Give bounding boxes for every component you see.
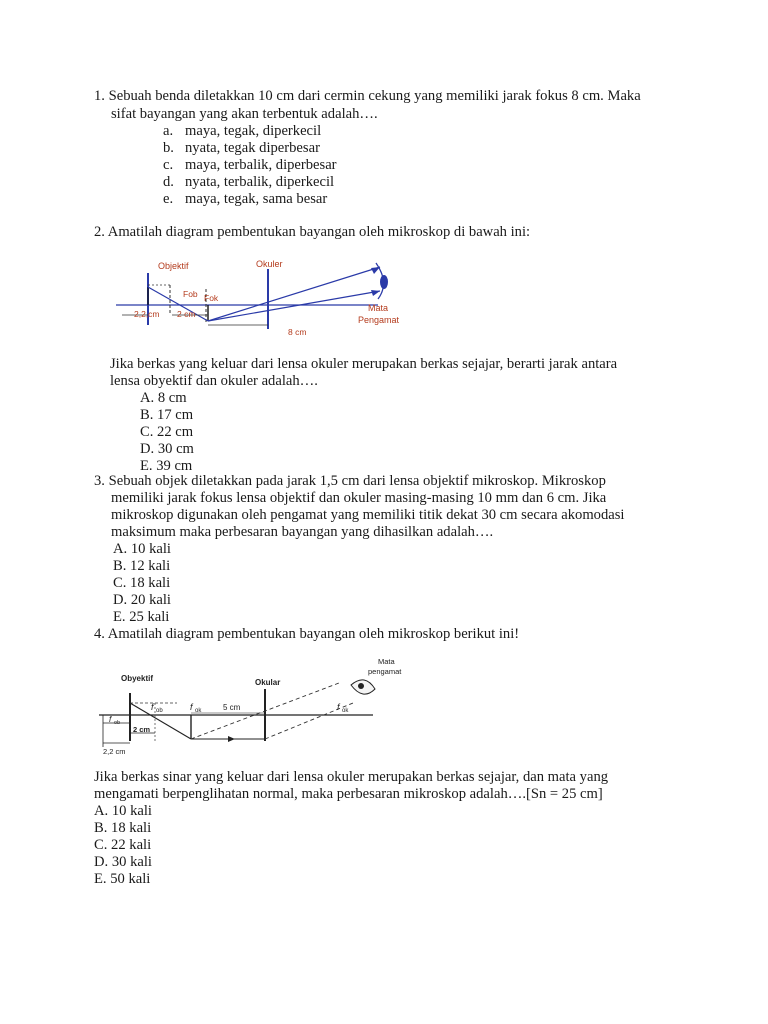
q4-option-a: A. 10 kali	[94, 803, 152, 819]
q4-label-pengamat: pengamat	[368, 667, 402, 676]
q4-label-mata: Mata	[378, 657, 395, 666]
q4-label-fob-left: f	[109, 715, 112, 724]
q2-label-22cm: 2,2,cm	[134, 309, 160, 319]
q1-option-a-letter: a.	[163, 123, 174, 139]
q3-stem-line-4: maksimum maka perbesaran bayangan yang dihasilkan adalah….	[111, 524, 494, 540]
q2-option-a: A. 8 cm	[140, 390, 187, 406]
q1-option-d-letter: d.	[163, 174, 174, 190]
q2-stem-line-3: lensa obyektif dan okuler adalah….	[110, 373, 318, 389]
q2-label-okuler: Okuler	[256, 259, 283, 269]
q2-option-e: E. 39 cm	[140, 458, 193, 474]
q4-option-c: C. 22 kali	[94, 837, 152, 853]
q3-option-c: C. 18 kali	[113, 575, 171, 591]
q2-label-objektif: Objektif	[158, 261, 189, 271]
q4-option-d: D. 30 kali	[94, 854, 152, 870]
q2-eye-pupil	[380, 275, 388, 289]
q4-label-obyektif: Obyektif	[121, 674, 154, 683]
q4-stem-line-1: 4. Amatilah diagram pembentukan bayangan oleh mikroskop berikut ini!	[94, 626, 520, 642]
q4-label-fok-sub: ok	[195, 708, 202, 714]
q4-label-fok-2: f	[337, 702, 340, 712]
q3-option-b: B. 12 kali	[113, 558, 171, 574]
q2-ray-2	[208, 267, 380, 321]
q4-microscope-diagram	[95, 655, 402, 758]
q1-option-b-text: nyata, tegak diperbesar	[185, 140, 320, 156]
q1-option-a-text: maya, tegak, diperkecil	[185, 123, 322, 139]
q4-label-22cm: 2,2 cm	[103, 747, 126, 756]
q2-stem-line-2: Jika berkas yang keluar dari lensa okuler merupakan berkas sejajar, berarti jarak antara	[110, 356, 618, 372]
q3-option-e: E. 25 kali	[113, 609, 170, 625]
q4-label-5cm: 5 cm	[223, 703, 241, 712]
q4-label-2cm: 2 cm	[133, 725, 151, 734]
q3-option-a: A. 10 kali	[113, 541, 171, 557]
q2-label-2cm: 2 cm	[177, 309, 196, 319]
q3-option-d: D. 20 kali	[113, 592, 171, 608]
q3-stem-line-2: memiliki jarak fokus lensa objektif dan okuler masing-masing 10 mm dan 6 cm. Jika	[111, 490, 607, 506]
q4-ray-arrowhead	[228, 736, 235, 742]
q4-option-b: B. 18 kali	[94, 820, 152, 836]
q4-option-e: E. 50 kali	[94, 871, 151, 887]
q4-label-fob: f	[151, 702, 154, 712]
q1-option-d-text: nyata, terbalik, diperkecil	[185, 174, 335, 190]
q1-option-c-text: maya, terbalik, diperbesar	[185, 157, 337, 173]
q4-eye-pupil	[358, 683, 364, 689]
q2-microscope-diagram	[110, 255, 410, 345]
q2-label-fok: Fok	[204, 293, 219, 303]
q4-label-fok-2-sub: ok	[342, 708, 349, 714]
q4-label-okular: Okular	[255, 678, 281, 687]
q1-stem-line-1: 1. Sebuah benda diletakkan 10 cm dari cermin cekung yang memiliki jarak fokus 8 cm. Maka	[94, 88, 641, 104]
q2-option-d: D. 30 cm	[140, 441, 194, 457]
q2-label-mata: Mata	[368, 303, 389, 313]
q4-label-fob-left-sub: ob	[114, 720, 121, 726]
q2-option-c: C. 22 cm	[140, 424, 194, 440]
q4-ray-4	[265, 703, 353, 739]
q1-stem-line-2: sifat bayangan yang akan terbentuk adalah….	[111, 106, 378, 122]
q2-label-8cm: 8 cm	[288, 327, 307, 337]
q1-option-e-letter: e.	[163, 191, 174, 207]
q4-stem-line-2: Jika berkas sinar yang keluar dari lensa okuler merupakan berkas sejajar, dan mata yang	[94, 769, 609, 785]
q3-stem-line-3: mikroskop digunakan oleh pengamat yang memiliki titik dekat 30 cm secara akomodasi	[111, 507, 625, 523]
q1-option-c-letter: c.	[163, 157, 174, 173]
q2-stem-line-1: 2. Amatilah diagram pembentukan bayangan oleh mikroskop di bawah ini:	[94, 224, 531, 240]
q4-label-fob-sub: ob	[156, 708, 163, 714]
q4-label-fok: f	[190, 702, 193, 712]
q2-label-fob: Fob	[183, 289, 198, 299]
q2-ray-arrowhead-2	[371, 290, 380, 296]
q2-label-pengamat: Pengamat	[358, 315, 400, 325]
q3-stem-line-1: 3. Sebuah objek diletakkan pada jarak 1,5 cm dari lensa objektif mikroskop. Mikroskop	[94, 473, 606, 489]
q1-option-e-text: maya, tegak, sama besar	[185, 191, 328, 207]
q4-stem-line-3: mengamati berpenglihatan normal, maka perbesaran mikroskop adalah….[Sn = 25 cm]	[94, 786, 603, 802]
q1-option-b-letter: b.	[163, 140, 174, 156]
q2-ray-3	[208, 291, 380, 321]
q2-option-b: B. 17 cm	[140, 407, 194, 423]
